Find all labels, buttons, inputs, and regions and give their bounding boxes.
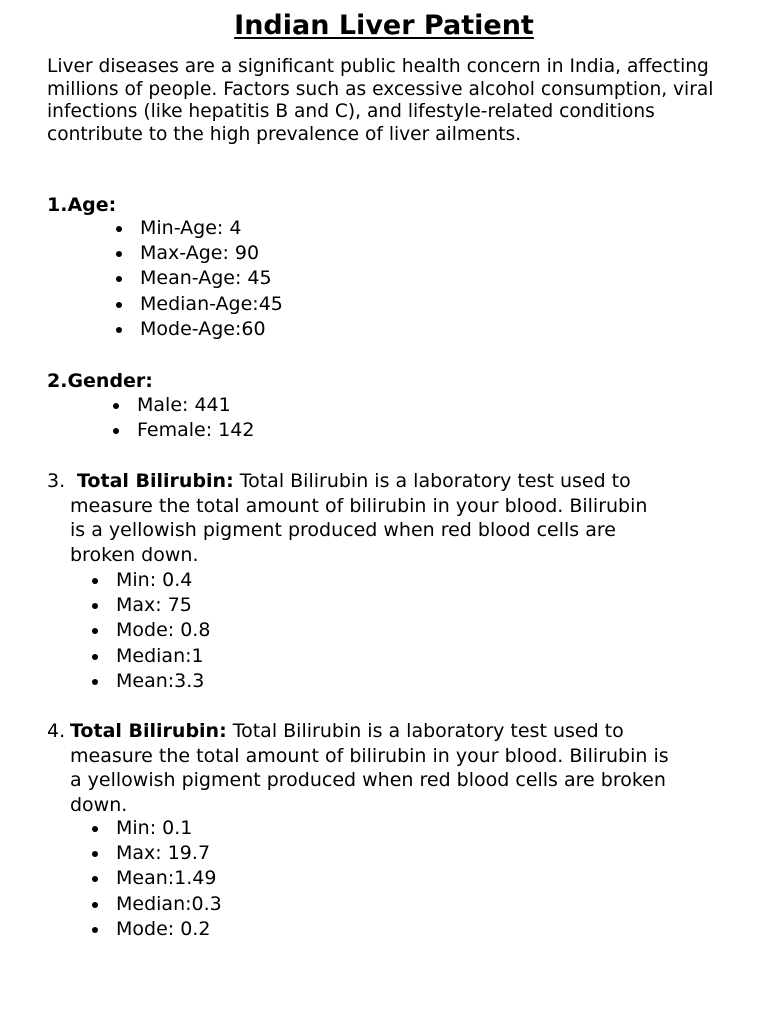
section-paragraph-3 <box>70 469 760 568</box>
document-title: Indian Liver Patient <box>234 10 534 41</box>
bilirubin-stats-list-2 <box>92 816 222 942</box>
list-item: Mode-Age:60 <box>116 317 283 342</box>
list-item: Mode: 0.2 <box>92 917 222 942</box>
paragraph-line: down. <box>70 794 128 817</box>
bullet-icon <box>92 927 98 933</box>
list-item: Mean:3.3 <box>92 669 210 694</box>
bullet-icon <box>92 876 98 882</box>
paragraph-line: Total Bilirubin is a laboratory test used to <box>226 720 624 742</box>
section-heading-gender: 2.Gender: <box>47 370 153 392</box>
bullet-icon <box>92 628 98 634</box>
list-item: Mean-Age: 45 <box>116 266 283 291</box>
age-stats-list <box>116 216 283 342</box>
intro-paragraph: Liver diseases are a significant public health concern in India, affecting millions of people. Factors such as excessive alcohol consumption, viral infections (like hepatitis B and C), and lifestyle-related conditions contribute to the high prevalence of liver ailments. <box>47 56 714 145</box>
bullet-icon <box>116 251 122 257</box>
section-lead-3: Total Bilirubin: <box>77 470 234 492</box>
paragraph-line: is a yellowish pigment produced when red blood cells are <box>70 519 616 542</box>
section-number-4: 4. <box>47 720 66 742</box>
bilirubin-stats-list-1 <box>92 568 210 694</box>
section-paragraph-4 <box>70 719 760 818</box>
list-item: Min-Age: 4 <box>116 216 283 241</box>
bullet-icon <box>116 226 122 232</box>
bullet-icon <box>92 902 98 908</box>
bullet-icon <box>92 578 98 584</box>
gender-stats-list <box>113 393 254 443</box>
list-item: Mode: 0.8 <box>92 618 210 643</box>
paragraph-line: broken down. <box>70 544 199 567</box>
section-number-3: 3. <box>47 470 66 492</box>
list-item: Median:1 <box>92 644 210 669</box>
bullet-icon <box>92 679 98 685</box>
section-heading-age: 1.Age: <box>47 194 117 216</box>
bullet-icon <box>92 826 98 832</box>
bullet-icon <box>92 851 98 857</box>
paragraph-line: Total Bilirubin is a laboratory test used to <box>233 470 631 492</box>
list-item: Median:0.3 <box>92 892 222 917</box>
list-item: Min: 0.4 <box>92 568 210 593</box>
list-item: Min: 0.1 <box>92 816 222 841</box>
bullet-icon <box>113 428 119 434</box>
bullet-icon <box>116 327 122 333</box>
bullet-icon <box>113 403 119 409</box>
paragraph-line: measure the total amount of bilirubin in your blood. Bilirubin <box>70 494 648 517</box>
list-item: Median-Age:45 <box>116 292 283 317</box>
list-item: Max: 75 <box>92 593 210 618</box>
bullet-icon <box>92 654 98 660</box>
list-item: Male: 441 <box>113 393 254 418</box>
list-item: Mean:1.49 <box>92 866 222 891</box>
bullet-icon <box>116 276 122 282</box>
bullet-icon <box>116 302 122 308</box>
paragraph-line: measure the total amount of bilirubin in your blood. Bilirubin is <box>70 744 669 767</box>
paragraph-line: a yellowish pigment produced when red blood cells are broken <box>70 769 666 792</box>
list-item: Max: 19.7 <box>92 841 222 866</box>
list-item: Max-Age: 90 <box>116 241 283 266</box>
bullet-icon <box>92 603 98 609</box>
section-lead-4: Total Bilirubin: <box>70 720 227 742</box>
list-item: Female: 142 <box>113 418 254 443</box>
